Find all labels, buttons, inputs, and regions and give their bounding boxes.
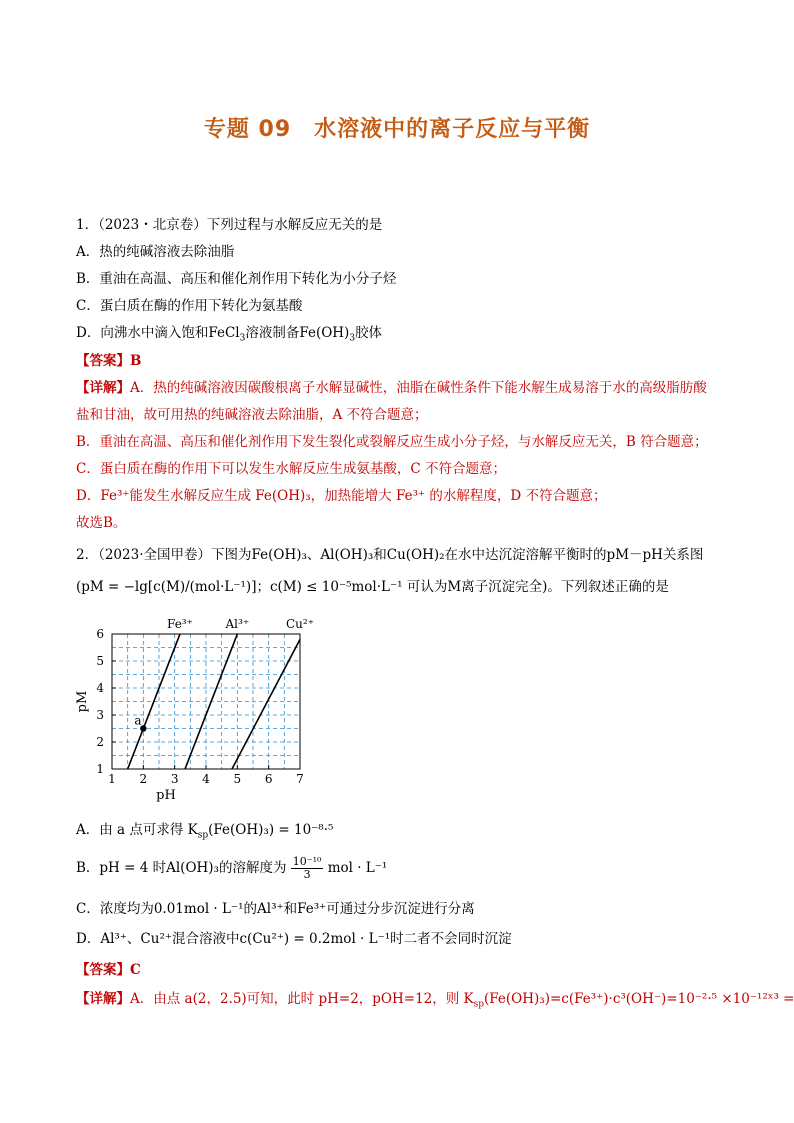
q1-detail-a2: 盐和甘油，故可用热的纯碱溶液去除油脂，A 不符合题意；	[76, 407, 428, 423]
q2-stem-line2: (pM = −lg[c(M)/(mol·L⁻¹)]；c(M) ≤ 10⁻⁵mol·L⁻¹ 可认为M离子沉淀完全)。下列叙述正确的是	[76, 579, 669, 595]
q2-answer: 【答案】C	[76, 962, 141, 978]
q1-stem: 1．（2023・北京卷）下列过程与水解反应无关的是	[76, 217, 383, 233]
q2-stem-line1: 2．（2023·全国甲卷）下图为Fe(OH)₃、Al(OH)₃和Cu(OH)₂在水中达沉淀溶解平衡时的pM－pH关系图	[76, 547, 704, 563]
q1-option-d: D．向沸水中滴入饱和FeCl$_3$溶液制备$Fe(OH)_3$胶体	[76, 325, 383, 344]
chart-points	[134, 714, 146, 732]
q1-conclusion: 故选B。	[76, 515, 127, 531]
x-tick-label: 7	[296, 772, 304, 786]
q2-detail-a: 【详解】A．由点 a(2，2.5)可知，此时 pH=2，pOH=12，则 $K_{sp}(Fe(OH)_3)=c(Fe^{3+})\cdot c^3(OH^-)=10^{-2}\cdot^5$ ×10⁻¹²ˣ³ =	[76, 991, 794, 1010]
series-label: Cu²⁺	[285, 617, 315, 631]
y-tick-label: 6	[96, 627, 104, 641]
chart-grid	[112, 634, 300, 769]
y-tick-label: 4	[96, 681, 104, 695]
q2-option-d: D．Al³⁺、Cu²⁺混合溶液中c(Cu²⁺) = 0.2mol · L⁻¹时二者不会同时沉淀	[76, 931, 512, 947]
x-tick-label: 1	[108, 772, 116, 786]
y-axis-label: pM	[75, 690, 90, 713]
q1-option-a: A．热的纯碱溶液去除油脂	[76, 244, 235, 260]
x-tick-label: 6	[264, 772, 273, 786]
q1-option-c: C．蛋白质在酶的作用下转化为氨基酸	[76, 298, 303, 314]
q1-detail-a1: 【详解】A．热的纯碱溶液因碳酸根离子水解显碱性，油脂在碱性条件下能水解生成易溶于水的高级脂肪酸	[76, 380, 707, 396]
q2-option-b: B．pH = 4 时Al(OH)₃的溶解度为 $\frac{\text{10⁻¹⁰}}{3}$ mol · L⁻¹	[76, 855, 388, 881]
y-tick-label: 5	[96, 654, 104, 668]
y-tick-label: 3	[96, 708, 104, 722]
x-axis-label: pH	[156, 788, 176, 803]
x-tick-label: 4	[202, 772, 210, 786]
y-tick-label: 2	[96, 735, 104, 749]
q1-detail-b: B．重油在高温、高压和催化剂作用下发生裂化或裂解反应生成小分子烃，与水解反应无关，B 符合题意；	[76, 434, 708, 450]
ph-pm-chart	[74, 612, 334, 810]
data-point-label: a	[134, 713, 142, 728]
series-label: Fe³⁺	[167, 617, 193, 631]
series-line	[232, 639, 300, 769]
x-tick-label: 2	[139, 772, 148, 786]
x-tick-label: 3	[170, 772, 179, 786]
x-tick-label: 5	[233, 772, 242, 786]
q2-option-c: C．浓度均为0.01mol · L⁻¹的Al³⁺和Fe³⁺可通过分步沉淀进行分离	[76, 901, 475, 917]
q1-detail-d: D．Fe³⁺能发生水解反应生成 Fe(OH)₃，加热能增大 Fe³⁺ 的水解程度，D 不符合题意；	[76, 488, 607, 504]
y-tick-label: 1	[96, 762, 104, 776]
q2-option-a: A．由 a 点可求得 $K_{sp}(Fe(OH)_3) = 10^{-8}\cdot^5$	[76, 822, 334, 841]
q1-answer: 【答案】B	[76, 353, 142, 369]
page-title: 专题 09 水溶液中的离子反应与平衡	[203, 117, 591, 142]
q1-detail-c: C．蛋白质在酶的作用下可以发生水解反应生成氨基酸，C 不符合题意；	[76, 461, 506, 477]
q1-option-b: B．重油在高温、高压和催化剂作用下转化为小分子烃	[76, 271, 397, 287]
series-label: Al³⁺	[225, 617, 250, 631]
chart-series	[128, 617, 314, 769]
